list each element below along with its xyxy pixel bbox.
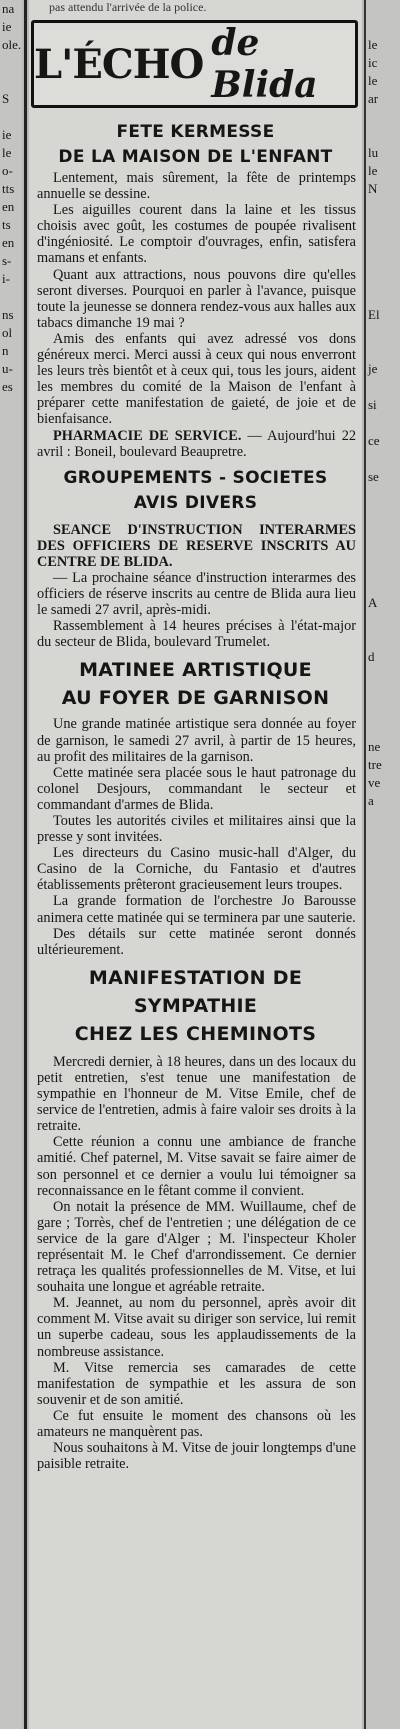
kermesse-title-line1: FETE KERMESSE <box>116 122 275 142</box>
right-column-text-fragment: tre <box>368 757 382 772</box>
right-column-text-fragment: N <box>368 181 378 196</box>
kermesse-title-line2: DE LA MAISON DE L'ENFANT <box>58 147 333 167</box>
right-column-text-fragment: le <box>368 163 378 178</box>
right-column-text-fragment: ce <box>368 433 380 448</box>
left-column-text-fragment: n <box>2 343 9 358</box>
matinee-paragraph: Toutes les autorités civiles et militaires ainsi que la presse y sont invitées. <box>37 813 356 846</box>
right-column-text-fragment: a <box>368 793 374 808</box>
left-column-text-fragment: ole. <box>2 37 22 52</box>
matinee-paragraph: Cette matinée sera placée sous le haut patronage du colonel Desjours, commandant le secteur et commandant d'armes de Blida. <box>37 764 356 813</box>
right-column-text-fragment <box>366 18 400 36</box>
cheminots-body <box>37 1054 356 1472</box>
right-column-text-fragment: d <box>368 649 375 664</box>
right-column-text-fragment: le <box>368 37 378 52</box>
right-column-text-fragment <box>366 666 400 684</box>
right-column-text-fragment: ar <box>368 91 379 106</box>
groupements-subheading: SEANCE D'INSTRUCTION INTERARMES DES OFFICIERS DE RESERVE INSCRITS AU CENTRE DE BLIDA. <box>37 521 356 570</box>
cheminots-paragraph: Ce fut ensuite le moment des chansons où les amateurs ne manquèrent pas. <box>37 1407 356 1440</box>
matinee-body <box>37 716 356 957</box>
cheminots-paragraph: M. Jeannet, au nom du personnel, après avoir dit comment M. Vitse avait su diriger son service, lui remit un superbe cadeau, sous les applaudissements de la nombreuse assistance. <box>37 1295 356 1360</box>
left-column-text-fragment: o- <box>2 163 13 178</box>
right-column-text-fragment <box>366 630 400 648</box>
masthead-title: L'ÉCHO <box>34 40 204 88</box>
left-neighbor-column <box>0 0 22 1729</box>
right-column-text-fragment <box>366 576 400 594</box>
matinee-title-line1: MATINEE ARTISTIQUE <box>79 659 312 682</box>
cheminots-paragraph: M. Vitse remercia ses camarades de cette manifestation de sympathie et les assura de son souvenir et de son amitié. <box>37 1359 356 1408</box>
right-column-text-fragment <box>366 342 400 360</box>
left-column-text-fragment: ts <box>2 217 11 232</box>
right-column-text-fragment <box>366 378 400 396</box>
right-column-text-fragment: El <box>368 307 380 322</box>
kermesse-paragraph: Amis des enfants qui avez adressé vos dons généreux merci. Merci aussi à ceux qui nous enverront les leurs très bientôt et à ceux qui, tous les jours, aident les membres du comité de la Maison de l'enfant à préparer cette manifestation de gaieté, de joie et de bienfaisance. <box>37 330 356 428</box>
right-column-text-fragment <box>366 0 400 18</box>
right-column-text-fragment <box>366 108 400 126</box>
groupements-paragraph: — La prochaine séance d'instruction interarmes des officiers de réserve inscrits au centre de Blida aura lieu le samedi 27 avril, après-midi. <box>37 569 356 619</box>
matinee-paragraph: Une grande matinée artistique sera donnée au foyer de garnison, le samedi 27 avril, à partir de 15 heures, au profit des militaires de la garnison. <box>37 716 356 765</box>
left-column-text-fragment: ie <box>2 127 12 142</box>
right-column-text-fragment <box>366 684 400 702</box>
left-column-text-fragment <box>0 288 22 306</box>
pharmacie-label: PHARMACIE DE SERVICE. <box>53 427 242 444</box>
left-column-text-fragment: tts <box>2 181 15 196</box>
left-column-text-fragment: s- <box>2 253 12 268</box>
right-column-text-fragment: se <box>368 469 379 484</box>
left-column-text-fragment: ns <box>2 307 14 322</box>
right-column-text-fragment <box>366 702 400 720</box>
right-column-text-fragment <box>366 216 400 234</box>
cheminots-title-line1: MANIFESTATION DE SYMPATHIE <box>88 966 303 1017</box>
matinee-paragraph: Les directeurs du Casino music-hall d'Alger, du Casino de la Corniche, du Fantasio et d'autres établissements prêteront gracieusement leurs troupes. <box>37 845 356 894</box>
right-column-text-fragment: A <box>368 595 378 610</box>
groupements-title-line1: GROUPEMENTS - SOCIETES <box>63 467 328 488</box>
right-column-text-fragment: ic <box>368 55 378 70</box>
left-column-text-fragment: le <box>2 145 12 160</box>
right-column-text-fragment <box>366 324 400 342</box>
top-fragment: pas attendu l'arrivée de la police. <box>49 0 207 14</box>
cheminots-paragraph: Mercredi dernier, à 18 heures, dans un des locaux du petit entretien, s'est tenue une manifestation de sympathie en l'honneur de M. Vitse Emile, chef de service de l'entretien, admis à faire valoir ses droits à la retraite. <box>37 1053 356 1135</box>
right-column-text-fragment <box>366 450 400 468</box>
kermesse-paragraph: Les aiguilles courent dans la laine et les tissus choisis avec goût, les costumes de poupée rivalisent d'ingéniosité. Le comptoir d'ouvrages, enfin, satisfera mamans et enfants. <box>37 202 356 267</box>
left-column-text-fragment <box>0 54 22 72</box>
right-column-text-fragment <box>366 540 400 558</box>
matinee-paragraph: La grande formation de l'orchestre Jo Barousse animera cette matinée qui se terminera par une sauterie. <box>37 893 356 926</box>
right-column-text-fragment <box>366 198 400 216</box>
right-column-text-fragment: je <box>368 361 378 376</box>
left-column-text-fragment: i- <box>2 271 10 286</box>
right-column-text-fragment <box>366 720 400 738</box>
right-column-text-fragment: lu <box>368 145 379 160</box>
kermesse-paragraph: Lentement, mais sûrement, la fête de printemps annuelle se dessine. <box>37 170 356 203</box>
right-column-text-fragment <box>366 126 400 144</box>
right-column-text-fragment <box>366 864 400 882</box>
left-column-text-fragment: u- <box>2 361 13 376</box>
article-column <box>29 0 362 1729</box>
right-column-text-fragment <box>366 252 400 270</box>
right-column-text-fragment <box>366 558 400 576</box>
right-column-text-fragment <box>366 918 400 936</box>
right-column-text-fragment <box>366 810 400 828</box>
right-column-text-fragment <box>366 486 400 504</box>
right-column-text-fragment <box>366 270 400 288</box>
right-column-text-fragment <box>366 846 400 864</box>
masthead-subtitle: de Blida <box>211 22 318 106</box>
right-column-rule <box>364 0 366 1729</box>
matinee-title-line2: AU FOYER DE GARNISON <box>61 687 330 710</box>
right-column-text-fragment: si <box>368 397 377 412</box>
right-column-text-fragment <box>366 882 400 900</box>
right-neighbor-column <box>366 0 400 1729</box>
right-column-text-fragment <box>366 414 400 432</box>
left-column-rule <box>24 0 27 1729</box>
pharmacie-notice <box>37 428 356 460</box>
right-column-text-fragment <box>366 522 400 540</box>
right-column-text-fragment <box>366 612 400 630</box>
cheminots-paragraph: Cette réunion a connu une ambiance de franche amitié. Chef paternel, M. Vitse savait se faire aimer de son personnel et ce dernier a voulu lui témoigner sa reconnaissance en le fêtant comme il convient. <box>37 1134 356 1199</box>
right-column-text-fragment <box>366 504 400 522</box>
masthead <box>31 20 358 108</box>
kermesse-body <box>37 170 356 460</box>
matinee-paragraph: Des détails sur cette matinée seront donnés ultérieurement. <box>37 925 356 958</box>
cheminots-paragraph: On notait la présence de MM. Wuillaume, chef de gare ; Torrès, chef de l'entretien ; une délégation de ce service de la gare d'Alger ; M. l'inspecteur Kholer représentait M. le Chef d'arrondissement. Ce dernier retraça les qualités professionnelles de M. Vitse, et lui souhaita une longue et agréable retraite. <box>37 1198 356 1296</box>
left-column-text-fragment <box>0 108 22 126</box>
groupements-body <box>37 522 356 651</box>
left-column-text-fragment: ol <box>2 325 13 340</box>
right-column-text-fragment: ve <box>368 775 381 790</box>
right-column-text-fragment: le <box>368 73 378 88</box>
left-column-text-fragment: S <box>2 91 10 106</box>
left-column-text-fragment: es <box>2 379 13 394</box>
left-column-text-fragment: en <box>2 235 15 250</box>
groupements-paragraph: Rassemblement à 14 heures précises à l'état-major du secteur de Blida, boulevard Trumelet. <box>37 618 356 651</box>
kermesse-paragraph: Quant aux attractions, nous pouvons dire qu'elles seront diverses. Pourquoi en parler à l'avance, puisque toute la jeunesse se donnera rendez-vous aux halles aux tabacs dimanche 19 mai ? <box>37 266 356 331</box>
pharmacie-text: — Aujourd'hui 22 avril : Boneil, boulevard Beaupretre. <box>37 427 356 460</box>
left-column-text-fragment: ie <box>2 19 12 34</box>
right-column-text-fragment <box>366 288 400 306</box>
left-column-text-fragment: en <box>2 199 15 214</box>
groupements-title-line2: AVIS DIVERS <box>133 492 258 513</box>
right-column-text-fragment: ne <box>368 739 381 754</box>
right-column-text-fragment <box>366 900 400 918</box>
right-column-text-fragment <box>366 234 400 252</box>
cheminots-title-line2: CHEZ LES CHEMINOTS <box>74 1022 317 1045</box>
left-column-text-fragment <box>0 72 22 90</box>
right-column-text-fragment <box>366 828 400 846</box>
left-column-text-fragment: na <box>2 1 15 16</box>
cheminots-paragraph: Nous souhaitons à M. Vitse de jouir longtemps d'une paisible retraite. <box>37 1440 356 1473</box>
